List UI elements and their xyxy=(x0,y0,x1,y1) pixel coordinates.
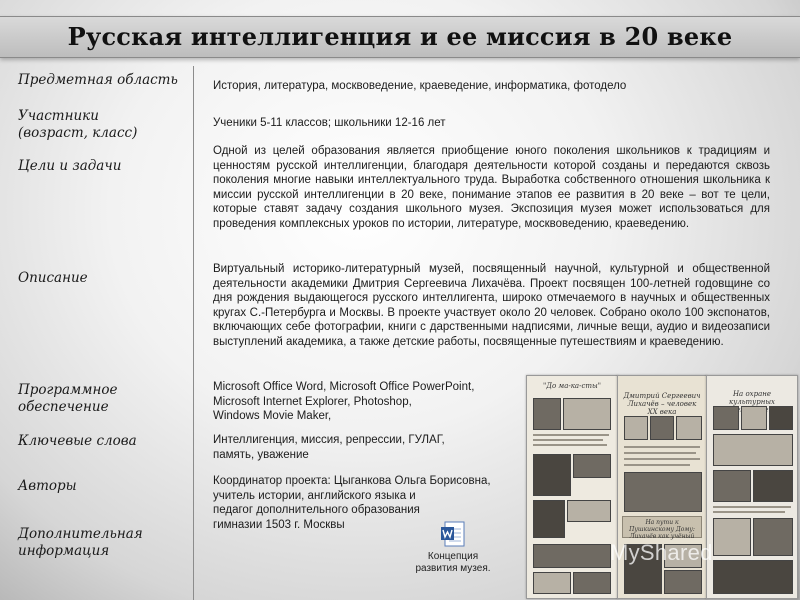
title-bar xyxy=(0,16,800,58)
label-keywords: Ключевые слова xyxy=(18,433,137,449)
poster-photo xyxy=(713,470,751,502)
poster-panel-title: "До ма-ка-сты" xyxy=(543,382,601,390)
attachment-caption[interactable] xyxy=(408,551,498,575)
poster-photo xyxy=(573,454,611,478)
authors-line: учитель истории, английского языка и xyxy=(213,489,416,502)
poster-photo xyxy=(713,406,739,430)
value-description: Виртуальный историко-литературный музей, посвященный научной, культурной и общественной деятельности академики Дмитрия Сергеевича Лихачёва. Проект посвящен 100-летней годовщине со дня рождения выдающегося русского интеллигента, широко отмечаемого в научных и общественных кругах С.-Петербурга и Москвы. В проекте участвует около 20 человек. Собрано около 100 экспонатов, включающих себе фотографии, книги с дарственными надписями, личные вещи, аудио и видеозаписи выступлений академика, а также детские работы, посвященные путешествиям и краеведению. xyxy=(213,263,770,348)
poster-text-line xyxy=(624,446,700,448)
poster-text-line xyxy=(713,506,791,508)
poster-photo xyxy=(624,416,648,440)
authors-line: гимназии 1503 г. Москвы xyxy=(213,518,345,531)
poster-photo xyxy=(676,416,702,440)
label-additional-info: Дополнительная информация xyxy=(18,526,143,559)
poster-photo xyxy=(753,470,793,502)
label-participants: Участники (возраст, класс) xyxy=(18,108,138,141)
word-document-icon[interactable] xyxy=(440,521,466,547)
software-line: Microsoft Office Word, Microsoft Office PowerPoint, xyxy=(213,381,475,393)
label-subject-area: Предметная область xyxy=(18,72,178,88)
page-title: Русская интеллигенция и ее миссия в 20 веке xyxy=(67,22,733,51)
value-goals: Одной из целей образования является приобщение юного поколения школьников к традициям и ценностям русской интеллигенции, благодаря деятельности которой созданы и передаются сквозь поколения многие навыки интеллектуального труда. Выработка собственного отношения школьника к миссии русской интеллигенции в 20 веке, понимание этапов ее развития в 20 веке – вот те цели, которые ставят задачу создания школьного музея. Экспозиция музея может использоваться для проведения комплексных уроков по истории, литературе, москвоведению, краеведению. xyxy=(213,145,770,230)
attachment-caption-line: развития музея. xyxy=(415,563,491,574)
value-subject-area: История, литература, москвоведение, краеведение, информатика, фотодело xyxy=(213,80,627,92)
poster-panel-right xyxy=(706,375,798,599)
value-participants: Ученики 5-11 классов; школьники 12-16 лет xyxy=(213,117,446,129)
poster-photo xyxy=(533,500,565,538)
software-line: Windows Movie Maker, xyxy=(213,410,332,423)
label-goals: Цели и задачи xyxy=(18,158,122,174)
label-authors: Авторы xyxy=(18,478,77,494)
label-software: Программное обеспечение xyxy=(18,382,118,415)
label-description: Описание xyxy=(18,270,88,286)
attachment-caption-line: Концепция xyxy=(427,551,479,562)
poster-photo xyxy=(713,560,793,594)
poster-band xyxy=(622,516,702,538)
poster-text-line xyxy=(624,464,690,466)
poster-photo xyxy=(624,472,702,512)
poster-photo xyxy=(533,454,571,496)
poster-photo xyxy=(650,416,674,440)
keywords-line: Интеллигенция, миссия, репрессии, ГУЛАГ, xyxy=(213,434,445,446)
column-divider xyxy=(193,66,194,600)
poster-photo xyxy=(533,544,611,568)
poster-photo xyxy=(533,572,571,594)
value-software xyxy=(213,380,513,424)
software-line: Microsoft Internet Explorer, Photoshop, xyxy=(213,395,412,408)
watermark: MyShared xyxy=(610,540,713,565)
poster-photo xyxy=(713,518,751,556)
poster-text-line xyxy=(713,511,785,513)
poster-photo xyxy=(573,572,611,594)
poster-band-text: На пути к Пушкинскому Дому: Лихачёв как учёный xyxy=(629,519,695,540)
poster-panel-title: На охране культурных xyxy=(729,390,775,406)
poster-text-line xyxy=(533,444,607,446)
poster-photo xyxy=(563,398,611,430)
poster-text-line xyxy=(624,452,696,454)
poster-text-line xyxy=(624,458,700,460)
poster-photo xyxy=(533,398,561,430)
poster-photo xyxy=(713,434,793,466)
poster-panel-title: Дмитрий Сергеевич Лихачёв – человек XX века xyxy=(623,392,701,416)
poster-photo xyxy=(753,518,793,556)
poster-photo xyxy=(567,500,611,522)
authors-line: Координатор проекта: Цыганкова Ольга Борисовна, xyxy=(213,475,491,487)
poster-panel-left xyxy=(526,375,618,599)
authors-line: педагог дополнительного образования xyxy=(213,504,420,517)
poster-photo xyxy=(741,406,767,430)
keywords-line: память, уважение xyxy=(213,448,309,461)
value-keywords xyxy=(213,433,513,462)
poster-photo xyxy=(664,570,702,594)
poster-text-line xyxy=(533,439,603,441)
poster-photo xyxy=(769,406,793,430)
value-authors xyxy=(213,474,513,532)
poster-text-line xyxy=(533,434,609,436)
